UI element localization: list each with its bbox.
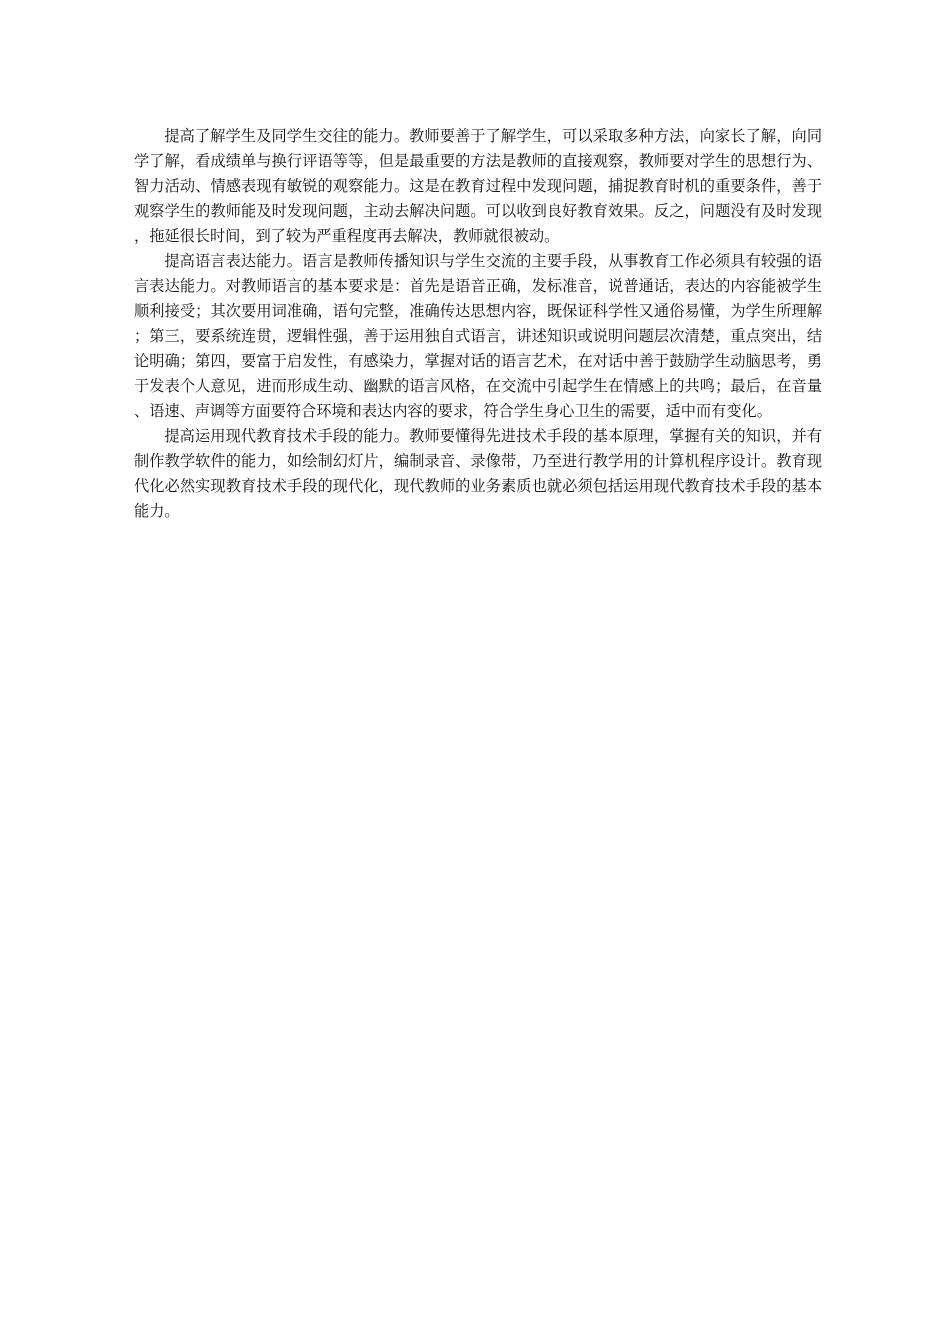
paragraph-observation-ability: 提高了解学生及同学生交往的能力。教师要善于了解学生，可以采取多种方法，向家长了解，向同学了解，看成绩单与换行评语等等，但是最重要的方法是教师的直接观察，教师要对学生的思想行为、智力活动、情感表现有敏锐的观察能力。这是在教育过程中发现问题，捕捉教育时机的重要条件，善于观察学生的教师能及时发现问题，主动去解决问题。可以收到良好教育效果。反之，问题没有及时发现，拖延很长时间，到了较为严重程度再去解决，教师就很被动。: [134, 127, 822, 245]
paragraph-language-expression: 提高语言表达能力。语言是教师传播知识与学生交流的主要手段，从事教育工作必须具有较强的语言表达能力。对教师语言的基本要求是：首先是语音正确，发标准音，说普通话，表达的内容能被学生顺利接受；其次要用词准确，语句完整，准确传达思想内容，既保证科学性又通俗易懂，为学生所理解；第三，要系统连贯，逻辑性强，善于运用独自式语言，讲述知识或说明问题层次清楚，重点突出，结论明确；第四，要富于启发性，有感染力，掌握对话的语言艺术，在对话中善于鼓励学生动脑思考，勇于发表个人意见，进而形成生动、幽默的语言风格，在交流中引起学生在情感上的共鸣；最后，在音量、语速、声调等方面要符合环境和表达内容的要求，符合学生身心卫生的需要，适中而有变化。: [134, 252, 822, 420]
document-body: [134, 124, 822, 524]
paragraph-modern-technology: 提高运用现代教育技术手段的能力。教师要懂得先进技术手段的基本原理，掌握有关的知识，并有制作教学软件的能力，如绘制幻灯片，编制录音、录像带，乃至进行教学用的计算机程序设计。教育现代化必然实现教育技术手段的现代化，现代教师的业务素质也就必须包括运用现代教育技术手段的基本能力。: [134, 427, 822, 520]
